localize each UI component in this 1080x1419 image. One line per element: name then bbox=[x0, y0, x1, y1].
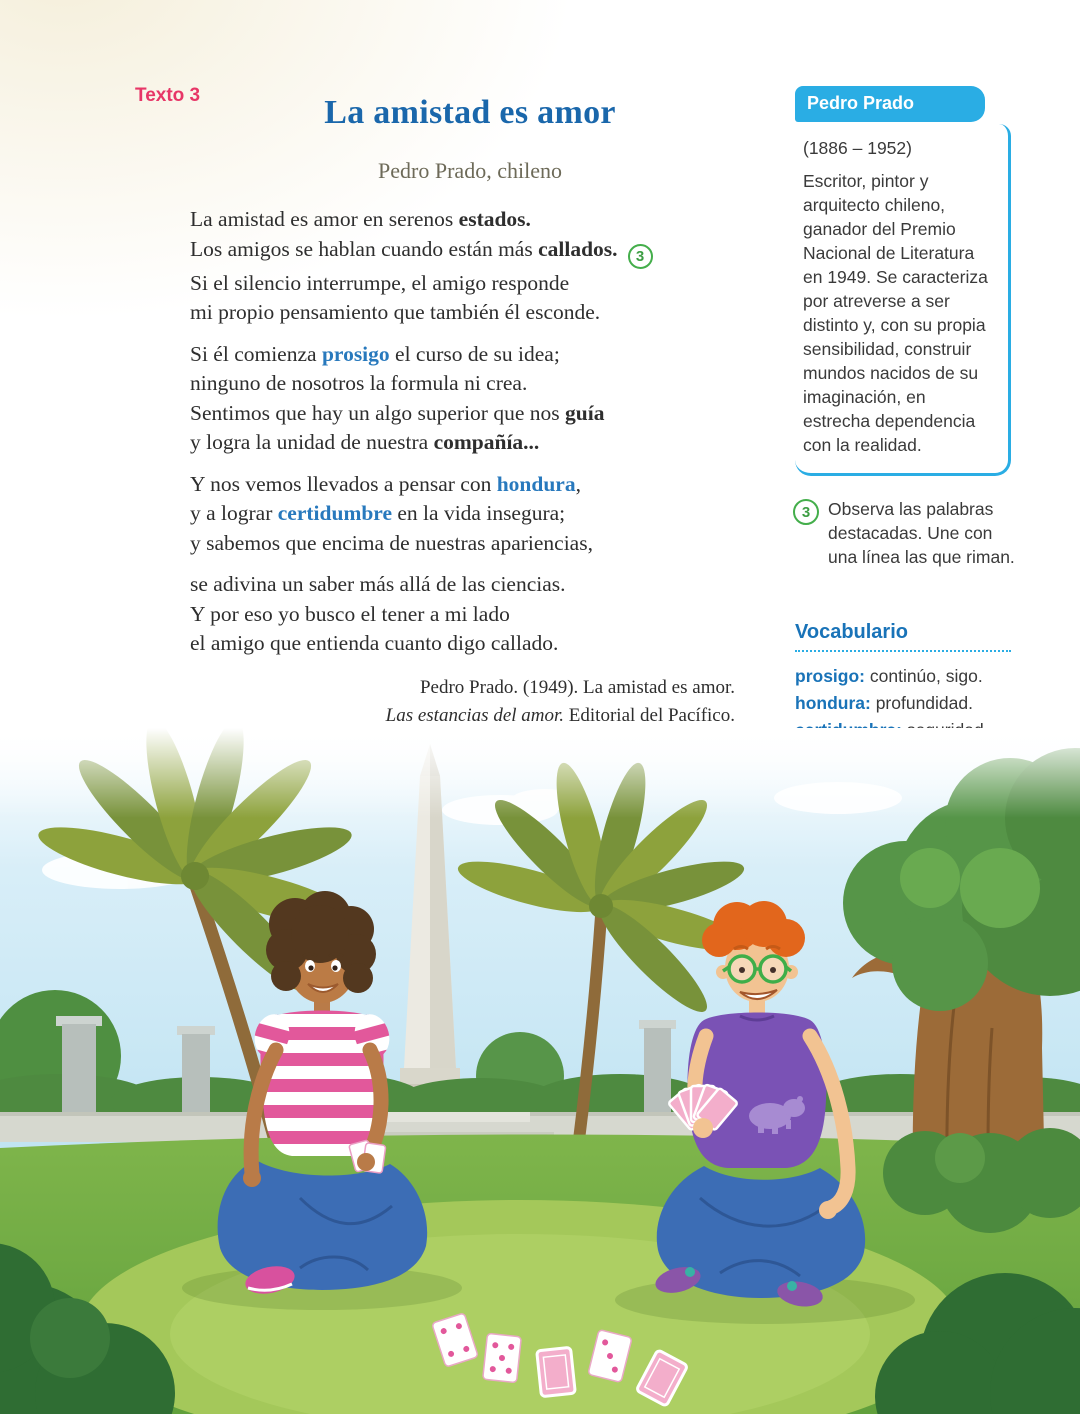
texto-label: Texto 3 bbox=[135, 85, 201, 106]
poem-segment: y logra la unidad de nuestra bbox=[190, 430, 434, 455]
poem-segment: , bbox=[575, 471, 581, 496]
poem-line bbox=[190, 369, 780, 399]
poem-segment: hondura bbox=[496, 471, 576, 496]
poem-line bbox=[190, 340, 780, 370]
author-box-title: Pedro Prado bbox=[795, 86, 985, 122]
poem-segment: estados. bbox=[458, 207, 531, 231]
author-dates: (1886 – 1952) bbox=[803, 138, 912, 158]
page-title: La amistad es amor bbox=[324, 94, 616, 131]
illustration-top-fade bbox=[0, 728, 1080, 818]
poem-line bbox=[190, 470, 780, 500]
poem-line bbox=[190, 499, 780, 529]
poem-segment: Si él comienza bbox=[190, 341, 322, 366]
poem-line bbox=[190, 235, 780, 269]
vocab-definition: continúo, sigo. bbox=[865, 666, 983, 686]
poem-line bbox=[190, 529, 780, 559]
poem-activity-marker: 3 bbox=[628, 244, 653, 269]
poem-segment: certidumbre bbox=[277, 501, 393, 526]
poem-line bbox=[190, 399, 780, 429]
poem-line bbox=[190, 629, 780, 659]
poem-segment: Y nos vemos llevados a pensar con bbox=[190, 471, 497, 496]
citation-line-1: Pedro Prado. (1949). La amistad es amor. bbox=[419, 677, 735, 698]
poem-line bbox=[190, 298, 780, 328]
poem-line bbox=[190, 205, 780, 235]
poem-segment: Los amigos se hablan cuando están más bbox=[190, 236, 539, 261]
poem-line bbox=[190, 570, 780, 600]
poem-segment: en la vida insegura; bbox=[392, 501, 566, 526]
vocab-entry bbox=[795, 663, 1011, 690]
poem-stanza bbox=[190, 340, 780, 458]
poem-segment: prosigo bbox=[321, 341, 390, 366]
poem-segment: ninguno de nosotros la formula ni crea. bbox=[190, 371, 528, 396]
poem-segment: Si el silencio interrumpe, el amigo responde bbox=[190, 270, 570, 295]
vocab-entry bbox=[795, 690, 1011, 717]
poem-citation bbox=[190, 674, 735, 730]
poem-segment: mi propio pensamiento que también él esconde. bbox=[190, 300, 601, 325]
activity-number-badge: 3 bbox=[793, 499, 819, 525]
poem-line bbox=[190, 428, 780, 458]
poem-segment: callados. bbox=[538, 236, 618, 261]
poem-segment: y sabemos que encima de nuestras apariencias, bbox=[190, 530, 593, 555]
poem-segment: Y por eso yo busco el tener a mi lado bbox=[190, 601, 510, 626]
poem-segment: se adivina un saber más allá de las ciencias. bbox=[190, 572, 566, 597]
citation-book-title: Las estancias del amor. bbox=[385, 705, 565, 726]
poem-segment: compañía... bbox=[433, 430, 540, 455]
park-illustration bbox=[0, 728, 1080, 1414]
vocabulary-title: Vocabulario bbox=[795, 621, 1011, 652]
activity-3 bbox=[793, 497, 1017, 569]
activity-instruction: Observa las palabras destacadas. Une con una línea las que riman. bbox=[828, 499, 1015, 567]
vocab-definition: profundidad. bbox=[870, 693, 973, 713]
poem-stanza bbox=[190, 570, 780, 659]
poem-segment: el amigo que entienda cuanto digo callado. bbox=[190, 631, 559, 656]
poem-stanza bbox=[190, 205, 780, 328]
poem-segment: guía bbox=[565, 400, 605, 425]
citation-publisher: Editorial del Pacífico. bbox=[564, 705, 735, 726]
author-info-box bbox=[795, 86, 1011, 476]
vocab-term: prosigo: bbox=[795, 666, 865, 686]
poem-stanza bbox=[190, 470, 780, 559]
poem-line bbox=[190, 269, 780, 299]
poem-segment: Sentimos que hay un algo superior que nos bbox=[190, 400, 566, 425]
poem-segment: y a lograr bbox=[190, 501, 278, 526]
vocabulary-section bbox=[795, 621, 1011, 744]
citation-line-2 bbox=[190, 702, 735, 730]
author-bio: Escritor, pintor y arquitecto chileno, ganador del Premio Nacional de Literatura en 1949. Se caracteriza por atreverse a ser distinto y, con su propia sensibilidad, construir mundos nacidos de su imaginación, en estrecha dependencia con la realidad. bbox=[803, 171, 988, 455]
poem-segment: La amistad es amor en serenos bbox=[190, 207, 459, 231]
poem-segment: el curso de su idea; bbox=[389, 341, 560, 366]
vocab-term: hondura: bbox=[795, 693, 871, 713]
author-box-panel bbox=[795, 124, 1011, 476]
poem-author-byline: Pedro Prado, chileno bbox=[378, 158, 562, 183]
poem-line bbox=[190, 600, 780, 630]
poem bbox=[190, 205, 780, 671]
